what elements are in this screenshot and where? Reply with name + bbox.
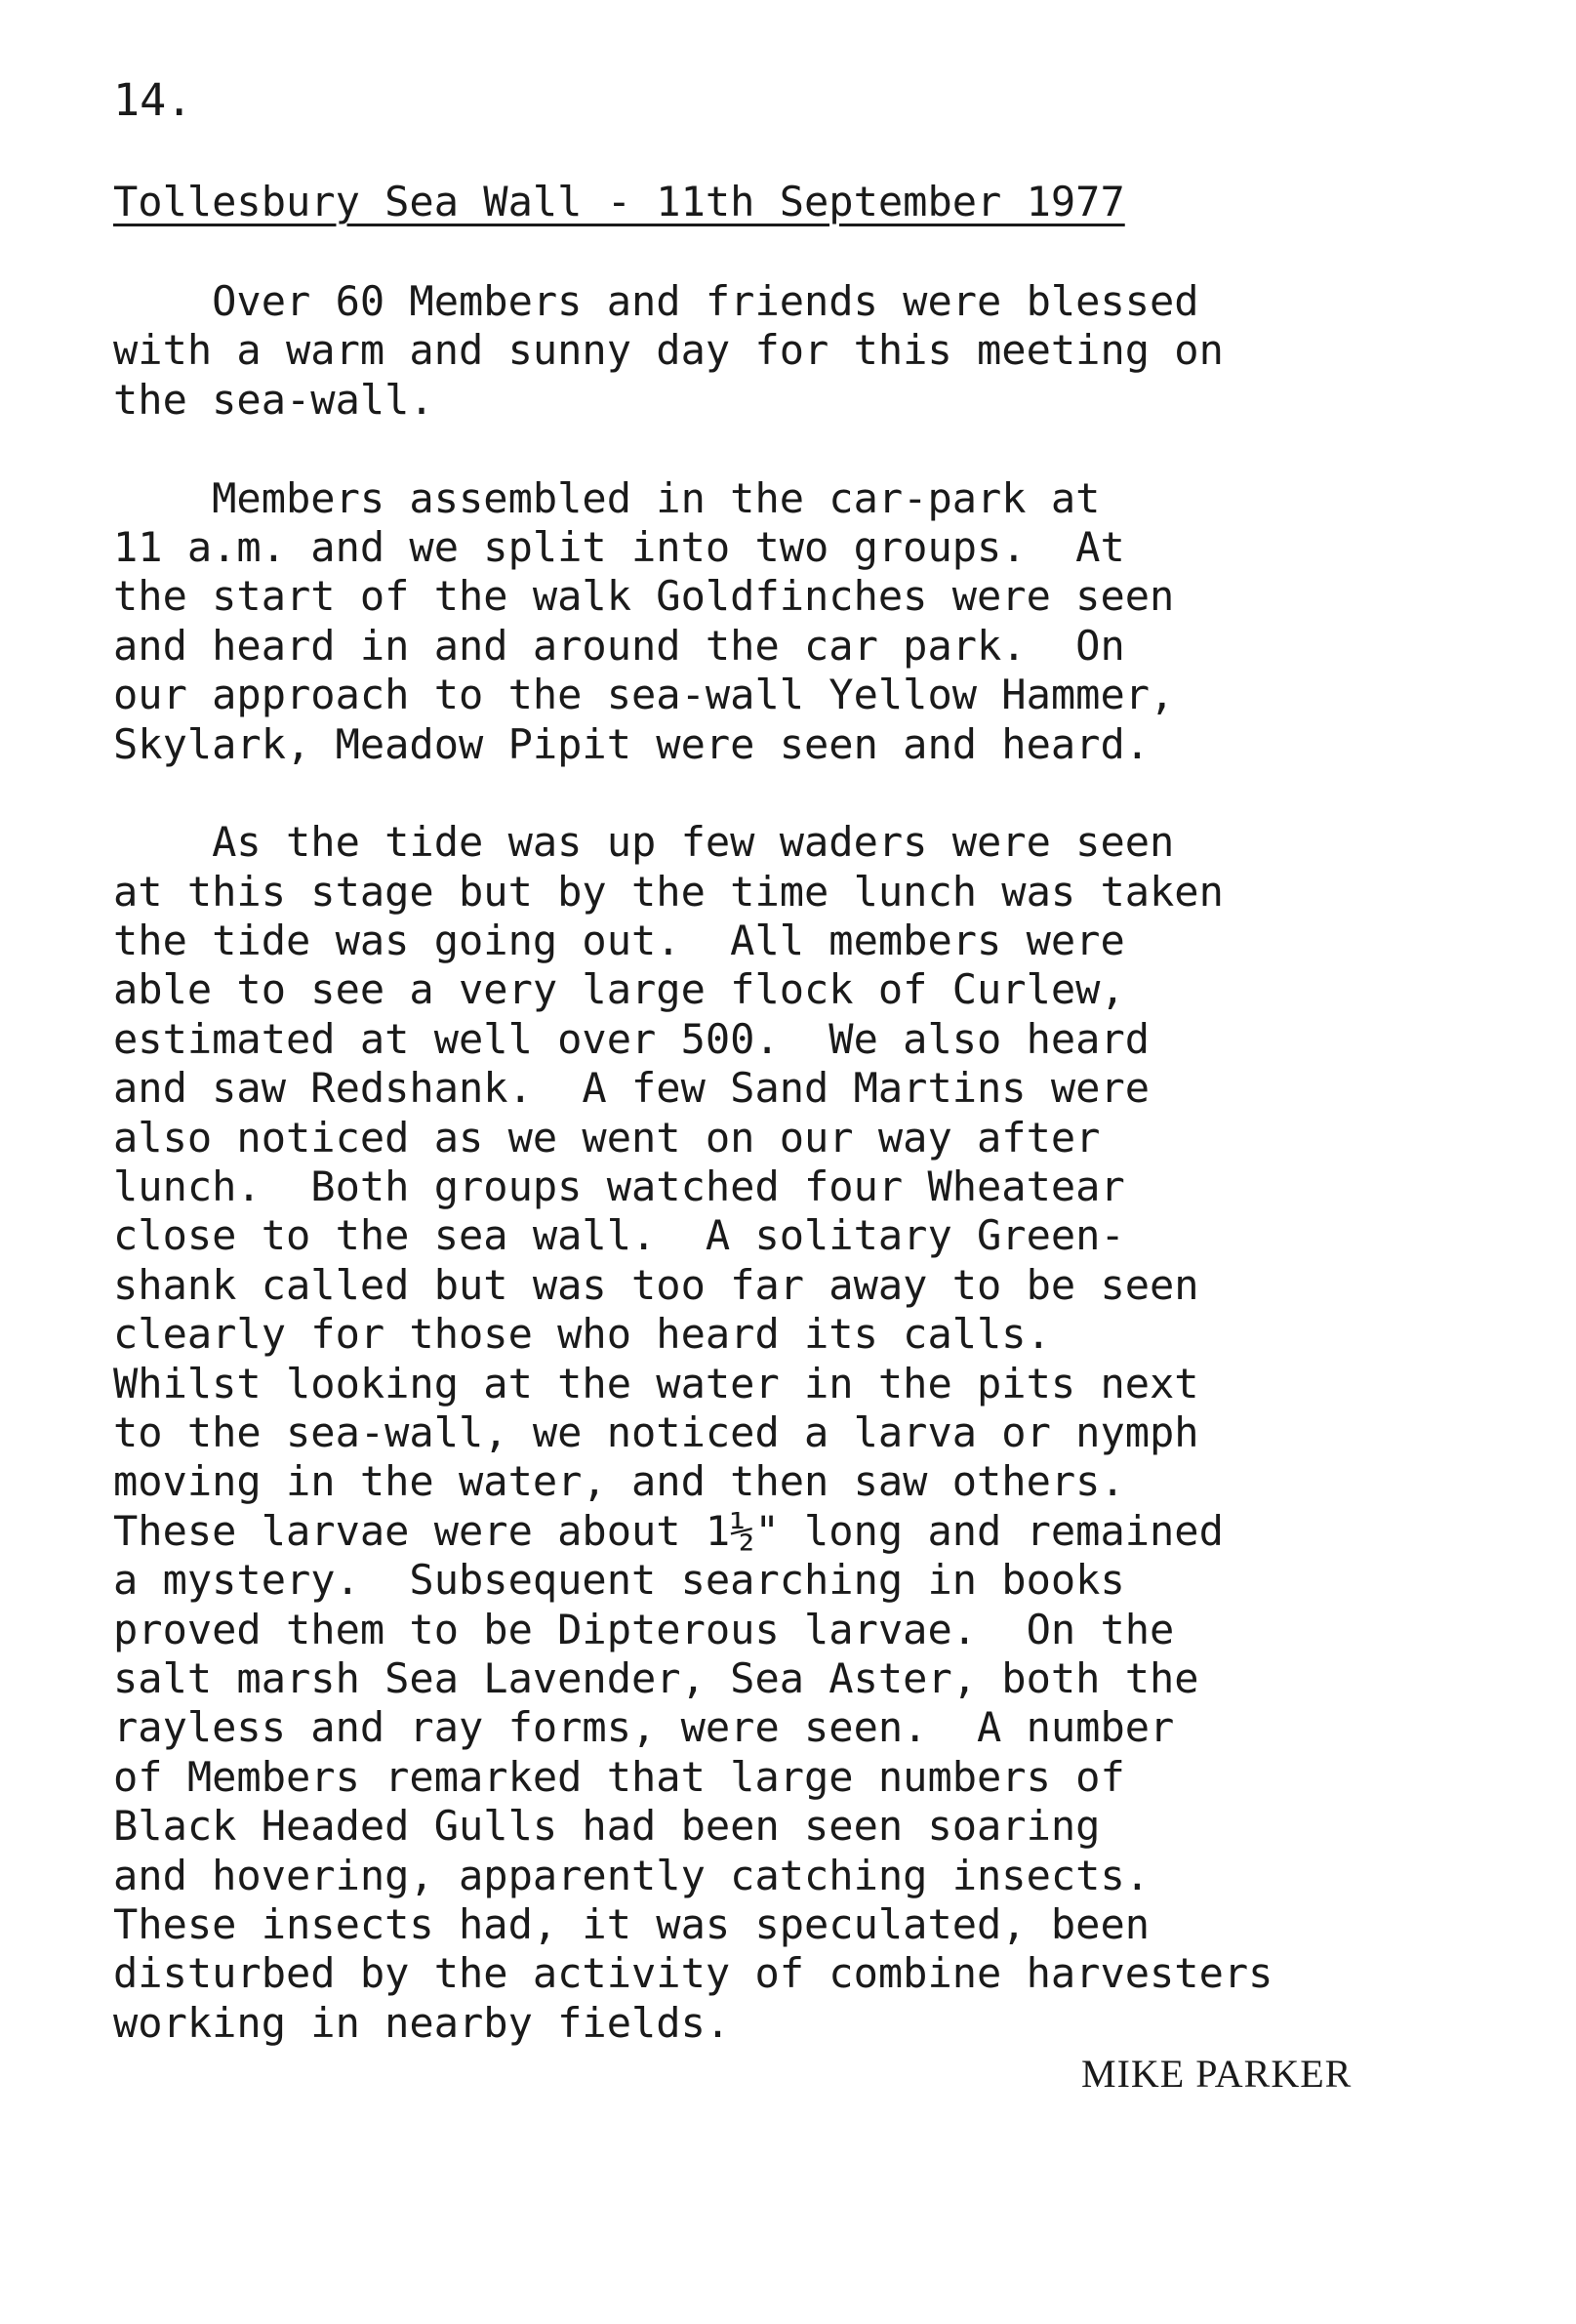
- text-line: close to the sea wall. A solitary Green-: [113, 1211, 1125, 1260]
- text-line: estimated at well over 500. We also heard: [113, 1014, 1151, 1063]
- text-line: disturbed by the activity of combine harvesters: [113, 1949, 1273, 1998]
- article-title: Tollesbury Sea Wall - 11th September 1977: [113, 178, 1125, 225]
- paragraph-3: [113, 818, 1518, 2048]
- text-line: salt marsh Sea Lavender, Sea Aster, both the: [113, 1653, 1199, 1702]
- text-line: to the sea-wall, we noticed a larva or nymph: [113, 1407, 1199, 1456]
- text-line: clearly for those who heard its calls.: [113, 1310, 1051, 1359]
- text-line: a mystery. Subsequent searching in books: [113, 1556, 1125, 1605]
- text-line: and hovering, apparently catching insects.: [113, 1851, 1151, 1899]
- text-line: Over 60 Members and friends were blessed: [113, 277, 1199, 325]
- text-line: able to see a very large flock of Curlew,: [113, 965, 1125, 1014]
- text-line: shank called but was too far away to be seen: [113, 1260, 1199, 1309]
- article-body: [113, 277, 1518, 2048]
- text-line: the tide was going out. All members were: [113, 917, 1125, 965]
- paragraph-2: [113, 474, 1518, 769]
- text-line: also noticed as we went on our way after: [113, 1113, 1101, 1162]
- text-line: These larvae were about 1½" long and remained: [113, 1506, 1224, 1555]
- text-line: proved them to be Dipterous larvae. On the: [113, 1605, 1175, 1653]
- text-line: As the tide was up few waders were seen: [113, 818, 1175, 867]
- text-line: These insects had, it was speculated, been: [113, 1899, 1151, 1948]
- text-line: and saw Redshank. A few Sand Martins were: [113, 1064, 1151, 1113]
- text-line: with a warm and sunny day for this meeting on: [113, 326, 1224, 375]
- page-number: 14.: [113, 74, 193, 126]
- text-line: moving in the water, and then saw others.: [113, 1457, 1125, 1506]
- text-line: of Members remarked that large numbers of: [113, 1752, 1125, 1801]
- text-line: the sea-wall.: [113, 375, 434, 424]
- text-line: the start of the walk Goldfinches were seen: [113, 572, 1175, 621]
- text-line: Skylark, Meadow Pipit were seen and heard.: [113, 719, 1151, 768]
- text-line: Black Headed Gulls had been seen soaring: [113, 1802, 1101, 1851]
- paragraph-1: [113, 277, 1518, 425]
- text-line: lunch. Both groups watched four Wheatear: [113, 1162, 1125, 1211]
- text-line: 11 a.m. and we split into two groups. At: [113, 522, 1125, 571]
- text-line: rayless and ray forms, were seen. A number: [113, 1703, 1175, 1752]
- text-line: Whilst looking at the water in the pits next: [113, 1359, 1199, 1407]
- text-line: Members assembled in the car-park at: [113, 473, 1101, 522]
- text-line: working in nearby fields.: [113, 1998, 731, 2047]
- text-line: and heard in and around the car park. On: [113, 621, 1125, 670]
- text-line: our approach to the sea-wall Yellow Hammer,: [113, 671, 1175, 719]
- text-line: at this stage but by the time lunch was taken: [113, 867, 1224, 916]
- author-signature: MIKE PARKER: [1081, 2052, 1353, 2096]
